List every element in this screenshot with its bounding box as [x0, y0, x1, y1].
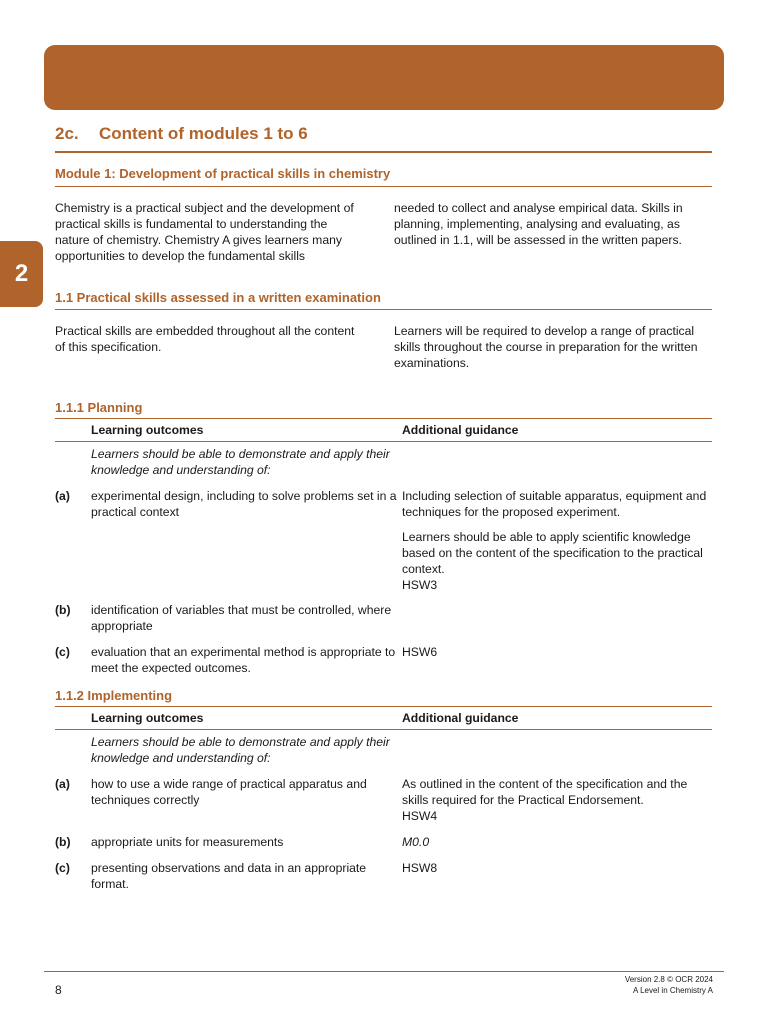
top-banner: [44, 45, 724, 110]
table-row: [55, 834, 712, 850]
subsection-intro: [55, 323, 712, 371]
table-row: [55, 776, 712, 824]
page-number: 8: [55, 983, 62, 997]
section-tab-label: 2: [14, 260, 29, 287]
section-number: 2c.: [55, 124, 79, 143]
guidance-text: As outlined in the content of the specification and the skills required for the Practical Endorsement.: [402, 777, 688, 807]
row-letter: (a): [55, 489, 70, 503]
implementing-table: [55, 706, 712, 892]
module-intro-right: needed to collect and analyse empirical data. Skills in planning, implementing, analysing and evaluating, as outlined in 1.1, will be assessed in the written papers.: [394, 201, 683, 247]
version-text: Version 2.8 © OCR 2024: [624, 975, 713, 984]
table-row: [55, 734, 712, 766]
table-row: [55, 446, 712, 478]
guidance-text: Including selection of suitable apparatus, equipment and techniques for the proposed experiment.: [402, 489, 707, 519]
planning-table: [55, 418, 712, 676]
row-guidance: [402, 488, 712, 593]
row-guidance: M0.0: [402, 835, 430, 849]
section-heading: [55, 124, 712, 153]
header-outcomes: Learning outcomes: [91, 711, 204, 725]
row-guidance: [402, 776, 712, 824]
table-row: [55, 488, 712, 593]
row-outcome: appropriate units for measurements: [91, 835, 284, 849]
section-tab: [0, 241, 43, 307]
page-content: [55, 124, 712, 892]
subsection-intro-right: Learners will be required to develop a range of practical skills throughout the course in preparation for the written examinations.: [394, 324, 698, 370]
footer-info: [625, 974, 713, 996]
module-title: Module 1: Development of practical skills in chemistry: [55, 166, 712, 187]
guidance-text: Learners should be able to apply scientific knowledge based on the content of the specification to the practical context.: [402, 530, 703, 576]
table-row: [55, 860, 712, 892]
subsection-intro-left: Practical skills are embedded throughout all the content of this specification.: [55, 324, 355, 354]
header-outcomes: Learning outcomes: [91, 423, 204, 437]
planning-title: 1.1.1 Planning: [55, 400, 143, 415]
implementing-title: 1.1.2 Implementing: [55, 688, 173, 703]
table-row: [55, 644, 712, 676]
row-outcome: identification of variables that must be controlled, where appropriate: [91, 603, 392, 633]
row-outcome: presenting observations and data in an appropriate format.: [91, 861, 367, 891]
qualification-text: A Level in Chemistry A: [632, 986, 713, 995]
row-letter: (a): [55, 777, 70, 791]
table-row: [55, 602, 712, 634]
guidance-code: HSW3: [402, 578, 438, 592]
learners-intro: Learners should be able to demonstrate and apply their knowledge and understanding of:: [91, 735, 390, 765]
section-title: Content of modules 1 to 6: [99, 124, 308, 143]
table-header: [55, 706, 712, 730]
module-intro: [55, 200, 712, 264]
row-outcome: how to use a wide range of practical apparatus and techniques correctly: [91, 777, 367, 807]
row-outcome: evaluation that an experimental method is appropriate to meet the expected outcomes.: [91, 645, 396, 675]
footer-divider: [44, 971, 724, 972]
header-guidance: Additional guidance: [402, 711, 519, 725]
learners-intro: Learners should be able to demonstrate and apply their knowledge and understanding of:: [91, 447, 390, 477]
subsection-title: 1.1 Practical skills assessed in a written examination: [55, 290, 712, 310]
row-guidance: HSW8: [402, 861, 438, 875]
row-letter: (b): [55, 603, 71, 617]
module-intro-left: Chemistry is a practical subject and the development of practical skills is fundamental to understanding the nature of chemistry. Chemistry A gives learners many opportunities to develop the fundamental skills: [55, 201, 354, 263]
row-letter: (c): [55, 861, 70, 875]
row-guidance: HSW6: [402, 645, 438, 659]
guidance-code: HSW4: [402, 809, 438, 823]
header-guidance: Additional guidance: [402, 423, 519, 437]
row-outcome: experimental design, including to solve problems set in a practical context: [91, 489, 397, 519]
row-letter: (c): [55, 645, 70, 659]
row-letter: (b): [55, 835, 71, 849]
table-header: [55, 418, 712, 442]
